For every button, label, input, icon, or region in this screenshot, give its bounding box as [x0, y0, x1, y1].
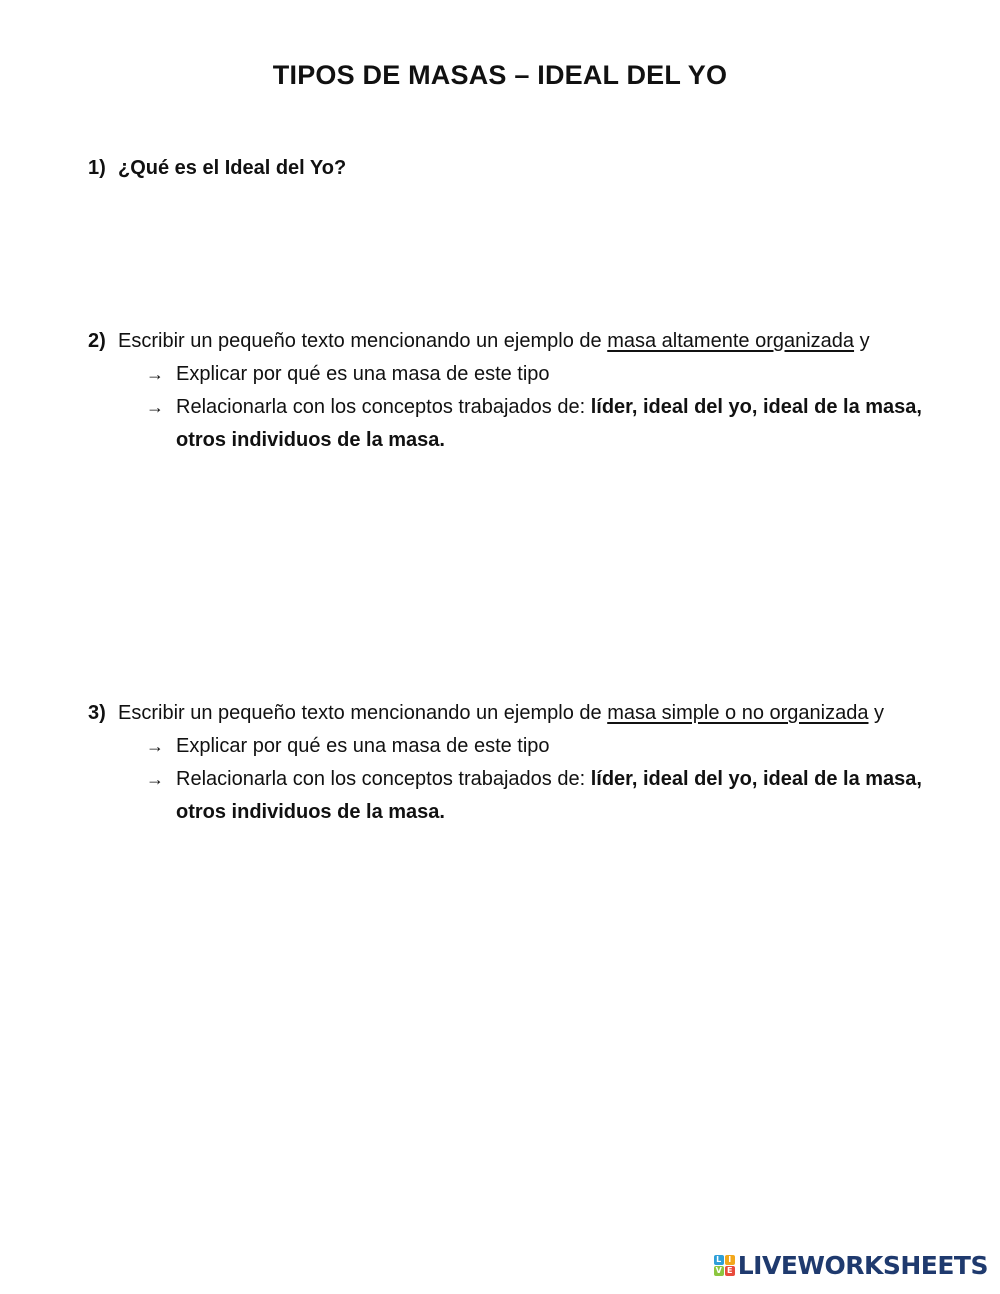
bullet-text: Relacionarla con los conceptos trabajados de: [176, 396, 591, 418]
question-2 [88, 325, 968, 457]
question-underlined-term: masa altamente organizada [607, 330, 855, 352]
question-lead: Escribir un pequeño texto mencionando un ejemplo de [118, 702, 608, 724]
arrow-right-icon: → [146, 397, 164, 417]
bullet-item [88, 391, 968, 424]
question-tail: y [854, 330, 870, 352]
bullet-bold-text: líder, ideal del yo, ideal de la masa, [590, 396, 922, 418]
bullet-text: Explicar por qué es una masa de este tipo [176, 363, 550, 385]
bullet-continuation: otros individuos de la masa. [176, 801, 445, 823]
question-underlined-term: masa simple o no organizada [607, 702, 869, 724]
page-title: TIPOS DE MASAS – IDEAL DEL YO [272, 60, 728, 90]
logo-text: LIVEWORKSHEETS [737, 1250, 988, 1280]
question-tail: y [868, 702, 885, 724]
question-line [88, 325, 968, 358]
question-number: 3) [88, 702, 106, 724]
liveworksheets-logo [714, 1250, 988, 1280]
question-number: 2) [88, 330, 106, 352]
logo-mark-tile: I [725, 1255, 735, 1265]
bullet-text: Explicar por qué es una masa de este tipo [176, 735, 550, 757]
question-number: 1) [88, 157, 106, 179]
arrow-right-icon: → [146, 364, 164, 384]
logo-mark-tile: V [715, 1265, 722, 1275]
question-lead: Escribir un pequeño texto mencionando un ejemplo de [118, 330, 608, 352]
question-3 [88, 697, 968, 829]
logo-mark-tile: E [725, 1266, 735, 1276]
bullet-item [88, 763, 968, 796]
logo-mark-icon [714, 1255, 735, 1276]
bullet-continuation: otros individuos de la masa. [176, 429, 445, 451]
question-text: ¿Qué es el Ideal del Yo? [118, 157, 347, 179]
bullet-item [88, 730, 968, 763]
arrow-right-icon: → [146, 736, 164, 756]
arrow-right-icon: → [146, 769, 164, 789]
question-1 [88, 152, 968, 185]
question-line [88, 697, 968, 730]
bullet-item [88, 358, 968, 391]
logo-mark-tile: L [714, 1255, 724, 1265]
bullet-bold-text: líder, ideal del yo, ideal de la masa, [590, 768, 922, 790]
bullet-text: Relacionarla con los conceptos trabajados de: [176, 768, 591, 790]
